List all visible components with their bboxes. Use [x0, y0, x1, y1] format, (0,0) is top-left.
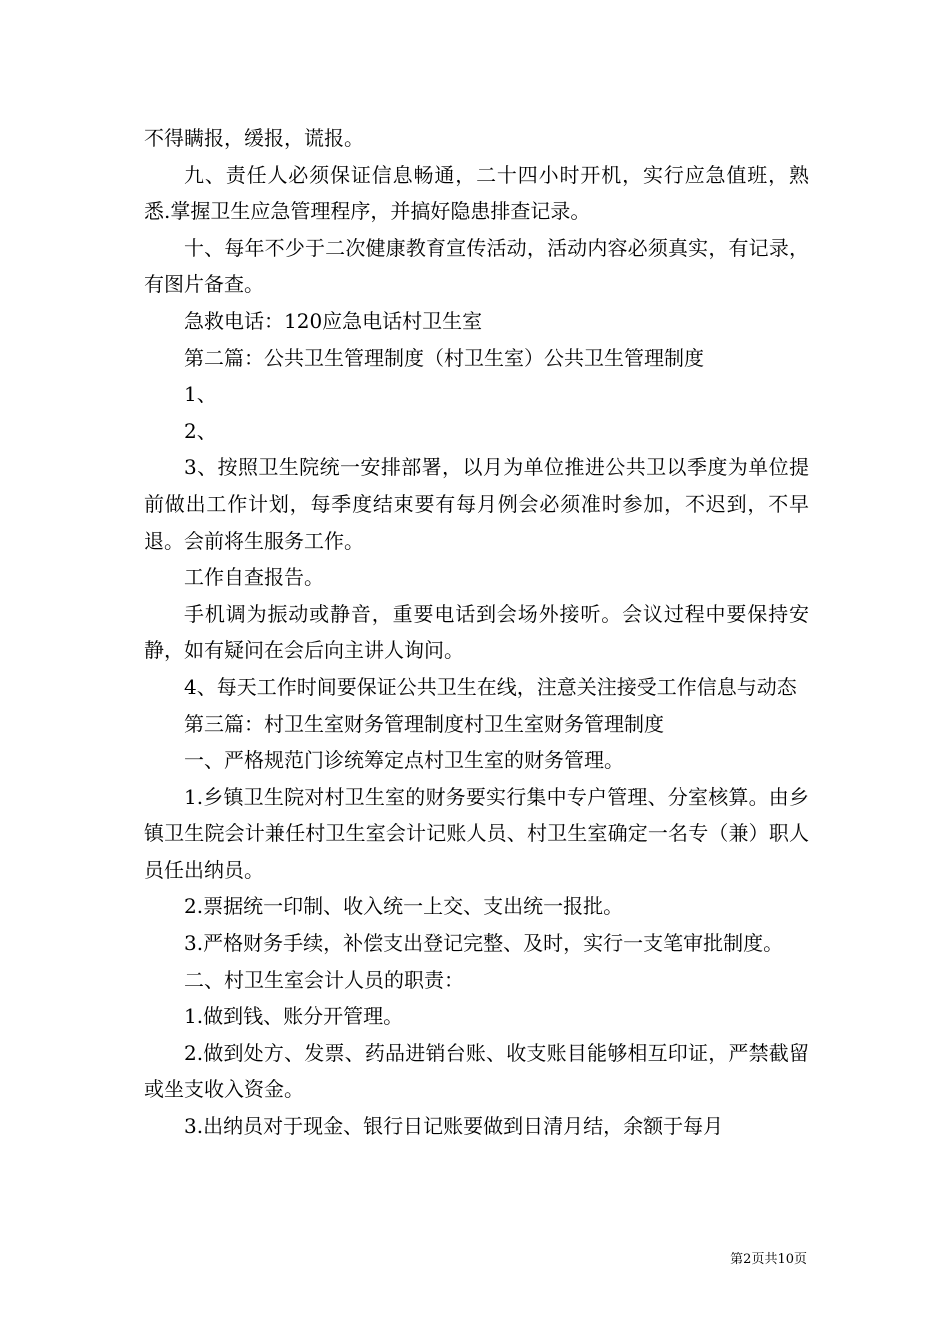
- paragraph: 2、: [184, 418, 217, 443]
- paragraph: 2.做到处方、发票、药品进销台账、收支账目能够相互印证，严禁截留或坐支收入资金。: [144, 1040, 809, 1102]
- paragraph: 3、按照卫生院统一安排部署，以月为单位推进公共卫以季度为单位提前做出工作计划，每季度结束要有每月例会必须准时参加，不迟到，不早退。会前将生服务工作。: [144, 455, 809, 553]
- paragraph: 九、责任人必须保证信息畅通，二十四小时开机，实行应急值班，熟悉.掌握卫生应急管理程序，并搞好隐患排查记录。: [144, 162, 809, 224]
- section-heading: 第二篇：公共卫生管理制度（村卫生室）公共卫生管理制度: [184, 345, 704, 370]
- paragraph: 手机调为振动或静音，重要电话到会场外接听。会议过程中要保持安静，如有疑问在会后向主讲人询问。: [144, 601, 809, 663]
- paragraph: 3.严格财务手续，补偿支出登记完整、及时，实行一支笔审批制度。: [184, 931, 784, 956]
- paragraph: 一、严格规范门诊统筹定点村卫生室的财务管理。: [184, 748, 624, 773]
- document-body: [144, 120, 809, 1145]
- paragraph: 3.出纳员对于现金、银行日记账要做到日清月结，余额于每月: [184, 1114, 724, 1139]
- paragraph: 急救电话：120应急电话村卫生室: [184, 308, 483, 333]
- paragraph: 1.做到钱、账分开管理。: [184, 1004, 404, 1029]
- paragraph: 1、: [184, 382, 217, 407]
- paragraph: 不得瞒报，缓报，谎报。: [144, 126, 364, 150]
- page-number-footer: 第2页共10页: [730, 1252, 807, 1267]
- paragraph: 十、每年不少于二次健康教育宣传活动，活动内容必须真实，有记录，有图片备查。: [144, 235, 809, 297]
- section-heading: 第三篇：村卫生室财务管理制度村卫生室财务管理制度: [184, 711, 664, 736]
- paragraph: 2.票据统一印制、收入统一上交、支出统一报批。: [184, 894, 624, 919]
- paragraph: 1.乡镇卫生院对村卫生室的财务要实行集中专户管理、分室核算。由乡镇卫生院会计兼任村卫生室会计记账人员、村卫生室确定一名专（兼）职人员任出纳员。: [144, 784, 809, 882]
- paragraph: 4、每天工作时间要保证公共卫生在线，注意关注接受工作信息与动态: [184, 674, 797, 699]
- paragraph: 工作自查报告。: [184, 565, 324, 590]
- paragraph: 二、村卫生室会计人员的职责：: [184, 967, 464, 992]
